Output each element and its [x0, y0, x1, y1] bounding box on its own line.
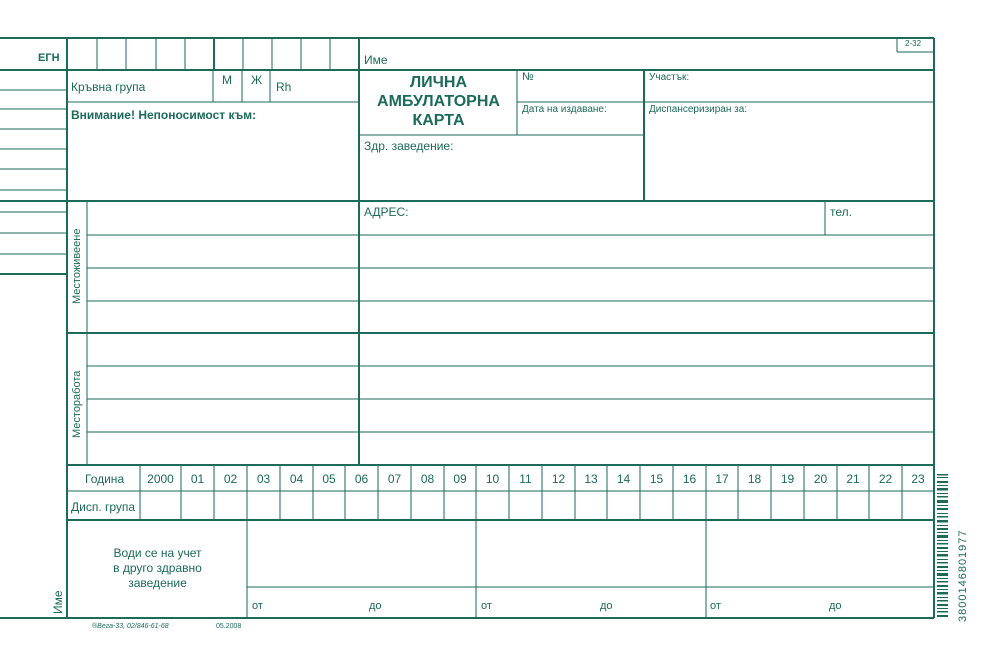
to-label-3: до — [829, 600, 842, 612]
card-title-line-2: АМБУЛАТОРНА — [377, 93, 500, 110]
year-cell: 02 — [223, 472, 238, 486]
year-cell: 16 — [682, 472, 697, 486]
year-cell: 01 — [190, 472, 205, 486]
gender-zh-label: Ж — [251, 73, 263, 87]
year-cell: 09 — [453, 472, 467, 486]
publisher-line: ®Вега-33, 02/846-61-68 — [92, 623, 169, 630]
registered-elsewhere-line-3: заведение — [128, 576, 187, 590]
registered-elsewhere-line-2: в друго здравно — [113, 561, 202, 575]
year-cell: 21 — [846, 472, 860, 486]
year-cell: 18 — [747, 472, 762, 486]
year-cell: 06 — [354, 472, 369, 486]
registered-elsewhere-label — [68, 546, 247, 591]
card-title — [360, 73, 517, 130]
rh-label: Rh — [276, 80, 292, 94]
section-label: Участък: — [649, 72, 690, 83]
from-label-2: от — [481, 600, 492, 612]
dispensarized-label: Диспансеризиран за: — [649, 104, 748, 115]
year-cell: 10 — [485, 472, 500, 486]
disp-group-label: Дисп. група — [71, 500, 136, 514]
year-cell: 17 — [715, 472, 729, 486]
year-cell: 14 — [616, 472, 631, 486]
year-label: Година — [85, 472, 125, 486]
gender-m-label: М — [222, 73, 232, 87]
year-cell: 13 — [584, 472, 598, 486]
year-cell: 23 — [911, 472, 925, 486]
year-cell: 05 — [322, 472, 336, 486]
bottom-name-label: Име — [51, 590, 65, 614]
edition-date: 05.2008 — [216, 623, 242, 630]
year-cell: 20 — [813, 472, 828, 486]
card-title-line-3: КАРТА — [412, 112, 465, 129]
issue-date-label: Дата на издаване: — [522, 104, 607, 115]
card-title-line-1: ЛИЧНА — [409, 74, 468, 91]
barcode-digits: 3800146801977 — [957, 529, 969, 622]
blood-group-label: Кръвна група — [71, 80, 146, 94]
residence-label: Местоживеене — [71, 228, 83, 304]
form-code: 2-32 — [905, 39, 922, 48]
year-cell: 07 — [387, 472, 402, 486]
to-label-1: до — [369, 600, 382, 612]
warning-label: Внимание! Непоносимост към: — [71, 108, 257, 122]
year-cell: 19 — [780, 472, 795, 486]
from-label-3: от — [710, 600, 721, 612]
egn-label: ЕГН — [38, 52, 60, 64]
year-cell: 08 — [420, 472, 435, 486]
from-label-1: от — [252, 600, 263, 612]
address-label: АДРЕС: — [364, 205, 409, 219]
year-cell: 22 — [878, 472, 893, 486]
year-cell: 04 — [289, 472, 304, 486]
workplace-label: Месторабота — [71, 370, 83, 438]
number-label: № — [522, 71, 534, 83]
registered-elsewhere-line-1: Води се на учет — [113, 546, 202, 560]
name-label: Име — [364, 53, 388, 67]
year-cell: 15 — [649, 472, 664, 486]
year-cell: 12 — [551, 472, 566, 486]
phone-label: тел. — [830, 205, 852, 219]
barcode — [937, 470, 959, 620]
year-cell: 03 — [256, 472, 271, 486]
year-cell: 2000 — [147, 472, 174, 486]
to-label-2: до — [600, 600, 613, 612]
year-cell: 11 — [519, 472, 532, 486]
health-facility-label: Здр. заведение: — [364, 139, 454, 153]
